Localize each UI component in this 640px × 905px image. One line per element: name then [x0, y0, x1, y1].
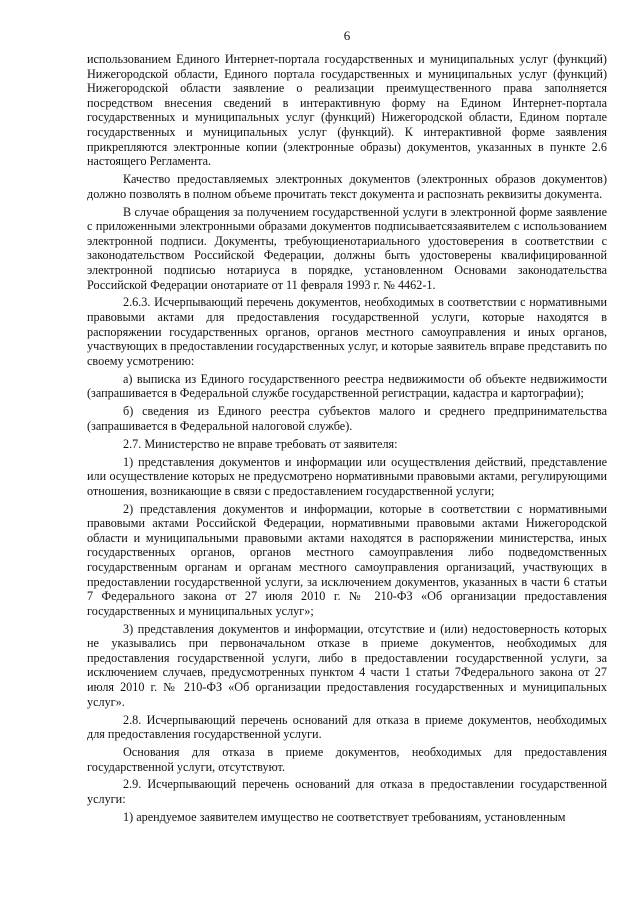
paragraph-2-8: 2.8. Исчерпывающий перечень оснований для отказа в приеме документов, необходимых для предоставления государственной услуги. — [87, 712, 607, 742]
list-item-a-egrn-extract: а) выписка из Единого государственного реестра недвижимости об объекте недвижимости (запрашивается в Федеральной службе государственной регистрации, кадастра и картографии); — [87, 371, 607, 401]
document-page — [87, 28, 607, 828]
list-item-2-7-3: 3) представления документов и информации, отсутствие и (или) недостоверность которых не указывались при первоначальном отказе в приеме документов, необходимых для предоставления государственной услуги, либо в предоставлении государственной услуги, за исключением случаев, предусмотренных пунктом 4 части 1 статьи 7Федерального закона от 27 июля 2010 г. № 210-ФЗ «Об организации предоставления государственных и муниципальных услуг». — [87, 621, 607, 709]
list-item-2-9-1: 1) арендуемое заявителем имущество не соответствует требованиям, установленным — [123, 809, 566, 824]
list-item-2-7-2: 2) представления документов и информации, которые в соответствии с нормативными правовыми актами Российской Федерации, нормативными правовыми актами Нижегородской области и муниципальными правовыми актами находятся в распоряжении министерства, иных государственных органов, органов местного самоуправления либо подведомственных государственным органам и органам местного самоуправления организаций, участвующих в предоставлении государственной услуги, за исключением документов, указанных в части 6 статьи 7 Федерального закона от 27 июля 2010 г. № 210-ФЗ «Об организации предоставления государственных и муниципальных услуг»; — [87, 501, 607, 618]
paragraph-electronic-form-continued: использованием Единого Интернет-портала государственных и муниципальных услуг (функций) Нижегородской области, Единого портала государственных и муниципальных услуг (функций) Нижегородской области заявление о реализации преимущественного права заполняется посредством внесения сведений в интерактивную форму на Едином Интернет-портала государственных и муниципальных услуг (функций) Нижегородской области, Едином портале государственных и муниципальных услуг (функций). К интерактивной форме заявления прикрепляются электронные копии (электронные образы) документов, указанных в пункте 2.6 настоящего Регламента. — [87, 52, 607, 169]
page-number: 6 — [343, 28, 351, 43]
paragraph-2-6-3: 2.6.3. Исчерпывающий перечень документов, необходимых в соответствии с нормативными правовыми актами для предоставления государственной услуги, которые находятся в распоряжении государственных органов, органов местного самоуправления и иных органов, участвующих в предоставлении государственных услуг, и которые заявитель вправе представить по своему усмотрению: — [87, 295, 607, 368]
paragraph-2-7: 2.7. Министерство не вправе требовать от заявителя: — [123, 436, 398, 451]
paragraph-document-quality: Качество предоставляемых электронных документов (электронных образов документов) должно позволять в полном объеме прочитать текст документа и распознать реквизиты документа. — [87, 172, 607, 201]
paragraph-no-grounds-refusal: Основания для отказа в приеме документов, необходимых для предоставления государственной услуги, отсутствуют. — [87, 744, 607, 774]
list-item-2-7-1: 1) представления документов и информации или осуществления действий, представление или осуществление которых не предусмотрено нормативными правовыми актами, регулирующими отношения, возникающие в связи с предоставлением государственной услуги; — [87, 454, 607, 498]
paragraph-electronic-signature: В случае обращения за получением государственной услуги в электронной форме заявление с приложенными электронными образами документов подписываетсязаявителем с использованием электронной подписи. Документы, требующиенотариального удостоверения в соответствии с законодательством Российской Федерации, должны быть удостоверены квалифицированной электронной подписью нотариуса в порядке, установленном Основами законодательства Российской Федерации онотариате от 11 февраля 1993 г. № 4462-1. — [87, 204, 607, 292]
list-item-b-sme-registry: б) сведения из Единого реестра субъектов малого и среднего предпринимательства (запрашивается в Федеральной налоговой службе). — [87, 404, 607, 433]
paragraph-2-9: 2.9. Исчерпывающий перечень оснований для отказа в предоставлении государственной услуги: — [87, 777, 607, 807]
